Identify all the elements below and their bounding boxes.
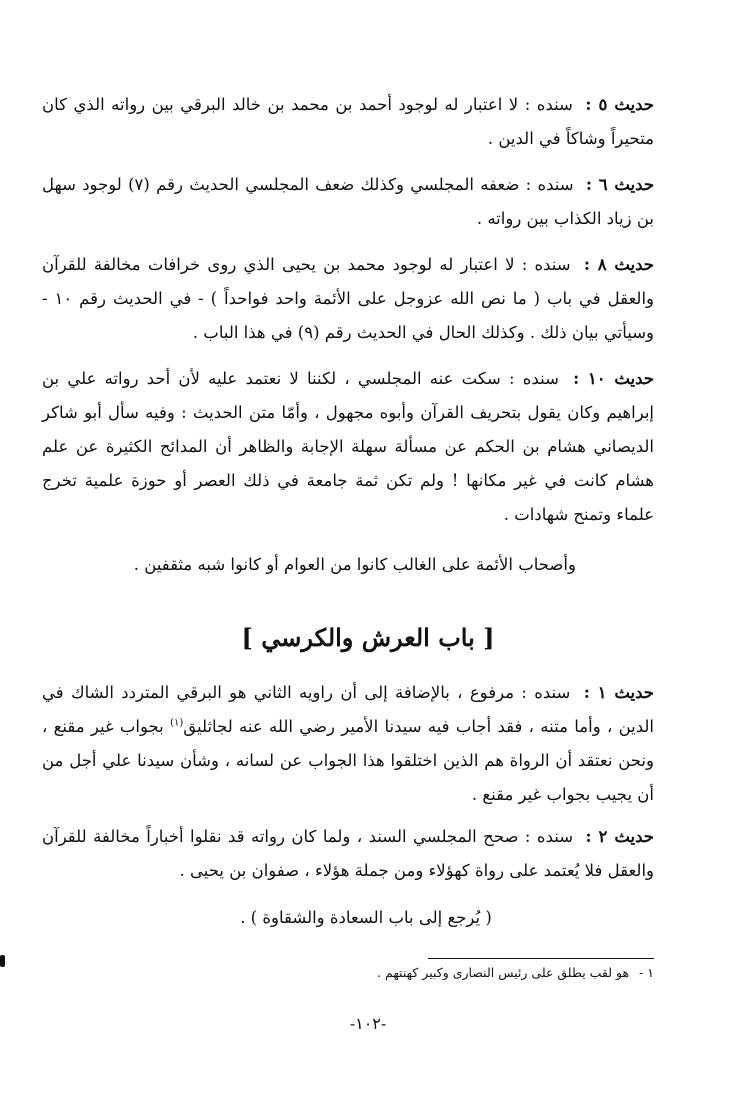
- hadith-label: حديث ١ :: [583, 683, 654, 702]
- hadith-label: حديث ٨ :: [583, 255, 655, 274]
- hadith-label: حديث ١٠ :: [573, 369, 654, 388]
- footnote-number: ١ -: [639, 965, 654, 980]
- hadith-label: حديث ٦ :: [585, 175, 655, 194]
- footnote-divider: [428, 958, 654, 959]
- hadith-entry-6: [42, 168, 654, 236]
- page-number: -١٠٢-: [349, 1014, 387, 1033]
- hadith-entry-8: [42, 248, 654, 350]
- footnote: [94, 962, 654, 984]
- hadith-text: سنده : لا اعتبار له لوجود محمد بن يحيى الذي روى خرافات مخالفة للقرآن والعقل في باب ( ما نص الله عزوجل على الأئمة واحد فواحداً ) - في الحديث رقم ١٠ - وسيأتي بيان ذلك . وكذلك الحال في الحديث رقم (٩) في هذا الباب .: [42, 255, 654, 342]
- footnote-reference[interactable]: (١): [170, 717, 184, 729]
- hadith-text: سنده : مرفوع ، بالإضافة إلى أن راويه الثاني هو البرقي المتردد الشاك في الدين ، وأما متنه ، فقد أجاب فيه سيدنا الأمير رضي الله عنه لجاثليق: [42, 683, 655, 736]
- chapter-hadith-entry-2: [42, 820, 654, 888]
- chapter-title: [ باب العرش والكرسي ]: [241, 623, 495, 652]
- hadith-text: سنده : سكت عنه المجلسي ، لكننا لا نعتمد عليه لأن أحد رواته علي بن إبراهيم وكان يقول بتحريف القرآن وأبوه مجهول ، وأمّا متن الحديث : وفيه سأل أبو شاكر الديصاني هشام بن الحكم عن مسألة سهلة الإجابة والظاهر أن المدائح الكثيرة عن علم هشام كانت في غير مكانها ! ولم تكن ثمة جامعة في ذلك العصر أو حوزة علمية تخرج علماء وتمنح شهادات .: [42, 369, 654, 524]
- hadith-text: سنده : ضعفه المجلسي وكذلك ضعف المجلسي الحديث رقم (٧) لوجود سهل بن زياد الكذاب بين رواته .: [42, 175, 654, 228]
- hadith-label: حديث ٢ :: [585, 827, 655, 846]
- hadith-text: سنده : صحح المجلسي السند ، ولما كان رواته قد نقلوا أخباراً مخالفة للقرآن والعقل فلا يُعتمد على رواة كهؤلاء ومن جملة هؤلاء ، صفوان بن يحيى .: [42, 827, 654, 880]
- margin-mark: [0, 955, 5, 967]
- footnote-text: هو لقب يطلق على رئيس النصارى وكبير كهنتهم .: [377, 965, 630, 980]
- note-paragraph: وأصحاب الأئمة على الغالب كانوا من العوام أو كانوا شبه مثقفين .: [133, 555, 576, 574]
- chapter-hadith-entry-1: [42, 676, 654, 812]
- hadith-text-continued: بجواب غير مقنع ، ونحن نعتقد أن الرواة هم الذين اختلقوا هذا الجواب عن لسانه ، وشأن سيدنا علي أجل من أن يجيب بجواب غير مقنع .: [42, 717, 654, 804]
- cross-reference: ( يُرجع إلى باب السعادة والشقاوة ) .: [240, 908, 492, 927]
- hadith-entry-5: [42, 88, 654, 156]
- hadith-text: سنده : لا اعتبار له لوجود أحمد بن محمد بن خالد البرقي بين رواته الذي كان متحيراً وشاكاً في الدين .: [42, 95, 654, 148]
- hadith-label: حديث ٥ :: [585, 95, 654, 114]
- hadith-entry-10: [42, 362, 654, 532]
